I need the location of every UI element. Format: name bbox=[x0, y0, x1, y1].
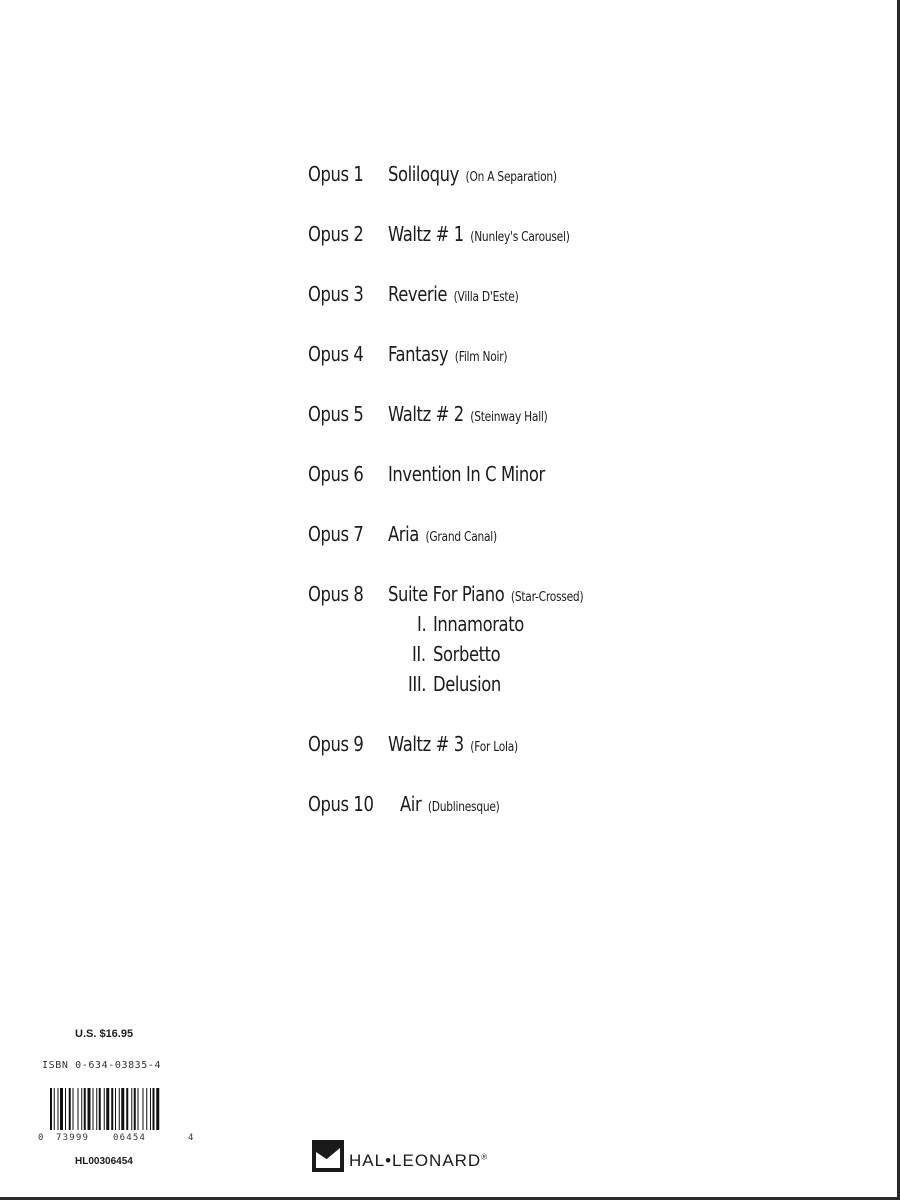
barcode-bar bbox=[93, 1088, 94, 1130]
barcode-bar bbox=[50, 1088, 52, 1130]
movement-number: III. bbox=[407, 672, 426, 696]
barcode-bar bbox=[69, 1088, 71, 1130]
opus-number: Opus 2 bbox=[308, 222, 364, 246]
piece-title: Aria bbox=[388, 522, 419, 546]
list-item-opus-10 bbox=[308, 792, 728, 852]
barcode-bar bbox=[99, 1088, 101, 1130]
barcode-bar bbox=[156, 1088, 159, 1130]
piece-subtitle: (Nunley's Carousel) bbox=[470, 230, 570, 245]
list-item-opus-3 bbox=[308, 282, 728, 342]
list-item-opus-8 bbox=[308, 582, 728, 732]
opus-number: Opus 10 bbox=[308, 792, 374, 816]
barcode-bar bbox=[131, 1088, 132, 1130]
price-label: U.S. $16.95 bbox=[75, 1028, 134, 1040]
list-item-opus-6 bbox=[308, 462, 728, 522]
opus-number: Opus 4 bbox=[308, 342, 364, 366]
barcode bbox=[50, 1088, 176, 1130]
movement-name: Delusion bbox=[433, 672, 501, 696]
opus-number: Opus 5 bbox=[308, 402, 364, 426]
barcode-right-digit: 4 bbox=[188, 1133, 194, 1143]
publisher-logo-mark bbox=[312, 1140, 344, 1172]
movement-number: I. bbox=[416, 612, 426, 636]
publisher-name: HAL•LEONARD® bbox=[349, 1151, 489, 1170]
movement-name: Sorbetto bbox=[433, 642, 501, 666]
list-item-opus-9 bbox=[308, 732, 728, 792]
list-item-opus-7 bbox=[308, 522, 728, 582]
barcode-bar bbox=[119, 1088, 120, 1130]
barcode-bar bbox=[146, 1088, 147, 1130]
piece bbox=[388, 162, 557, 186]
opus-number: Opus 7 bbox=[308, 522, 364, 546]
barcode-bar bbox=[96, 1088, 97, 1130]
contents-list bbox=[308, 162, 728, 852]
barcode-bar bbox=[121, 1088, 124, 1130]
list-item-opus-5 bbox=[308, 402, 728, 462]
list-item-opus-2 bbox=[308, 222, 728, 282]
movement-name: Innamorato bbox=[433, 612, 524, 636]
barcode-group-2: 06454 bbox=[113, 1133, 147, 1143]
opus-number: Opus 1 bbox=[308, 162, 364, 186]
barcode-bar bbox=[106, 1088, 109, 1130]
opus-number: Opus 3 bbox=[308, 282, 364, 306]
barcode-bar bbox=[126, 1088, 128, 1130]
barcode-bar bbox=[81, 1088, 82, 1130]
barcode-left-digit: 0 bbox=[38, 1133, 44, 1143]
piece-subtitle: (Grand Canal) bbox=[425, 530, 497, 545]
barcode-group-1: 73999 bbox=[56, 1133, 90, 1143]
barcode-bar bbox=[115, 1088, 116, 1130]
piece-title: Fantasy bbox=[388, 342, 449, 366]
barcode-bar bbox=[78, 1088, 79, 1130]
barcode-bar bbox=[138, 1088, 139, 1130]
piece-title: Waltz # 1 bbox=[388, 222, 464, 246]
barcode-bar bbox=[84, 1088, 86, 1130]
piece-subtitle: (Film Noir) bbox=[454, 350, 508, 365]
barcode-bar bbox=[58, 1088, 59, 1130]
piece bbox=[388, 462, 545, 486]
piece bbox=[388, 222, 570, 246]
barcode-bar bbox=[134, 1088, 136, 1130]
barcode-bar bbox=[104, 1088, 105, 1130]
barcode-bar bbox=[150, 1088, 151, 1130]
piece bbox=[400, 792, 500, 816]
piece bbox=[388, 402, 548, 426]
piece bbox=[388, 732, 518, 756]
catalog-number: HL00306454 bbox=[75, 1156, 133, 1167]
barcode-bar bbox=[73, 1088, 74, 1130]
piece bbox=[388, 522, 497, 546]
piece-title: Invention In C Minor bbox=[388, 462, 545, 486]
barcode-bar bbox=[111, 1088, 113, 1130]
piece-subtitle: (Villa D'Este) bbox=[453, 290, 519, 305]
list-item-opus-4 bbox=[308, 342, 728, 402]
barcode-bar bbox=[153, 1088, 155, 1130]
piece-title: Waltz # 2 bbox=[388, 402, 464, 426]
piece bbox=[388, 582, 583, 606]
piece-subtitle: (Dublinesque) bbox=[427, 800, 500, 815]
opus-number: Opus 9 bbox=[308, 732, 364, 756]
piece-title: Waltz # 3 bbox=[388, 732, 464, 756]
isbn-label: ISBN 0-634-03835-4 bbox=[42, 1060, 162, 1071]
barcode-bar bbox=[88, 1088, 91, 1130]
piece-subtitle: (Star-Crossed) bbox=[510, 590, 584, 605]
piece-title: Soliloquy bbox=[388, 162, 459, 186]
piece-title: Reverie bbox=[388, 282, 448, 306]
piece bbox=[388, 342, 507, 366]
piece-title: Suite For Piano bbox=[388, 582, 505, 606]
piece-subtitle: (On A Separation) bbox=[465, 170, 557, 185]
opus-number: Opus 8 bbox=[308, 582, 364, 606]
piece-title: Air bbox=[400, 792, 422, 816]
list-item-opus-1 bbox=[308, 162, 728, 222]
barcode-bar bbox=[60, 1088, 63, 1130]
piece-subtitle: (For Lola) bbox=[470, 740, 518, 755]
publisher-logo bbox=[312, 1140, 572, 1176]
opus-number: Opus 6 bbox=[308, 462, 364, 486]
piece bbox=[388, 282, 519, 306]
movement-number: II. bbox=[412, 642, 426, 666]
barcode-bar bbox=[65, 1088, 66, 1130]
piece-subtitle: (Steinway Hall) bbox=[470, 410, 548, 425]
barcode-bar bbox=[54, 1088, 55, 1130]
barcode-bar bbox=[143, 1088, 144, 1130]
